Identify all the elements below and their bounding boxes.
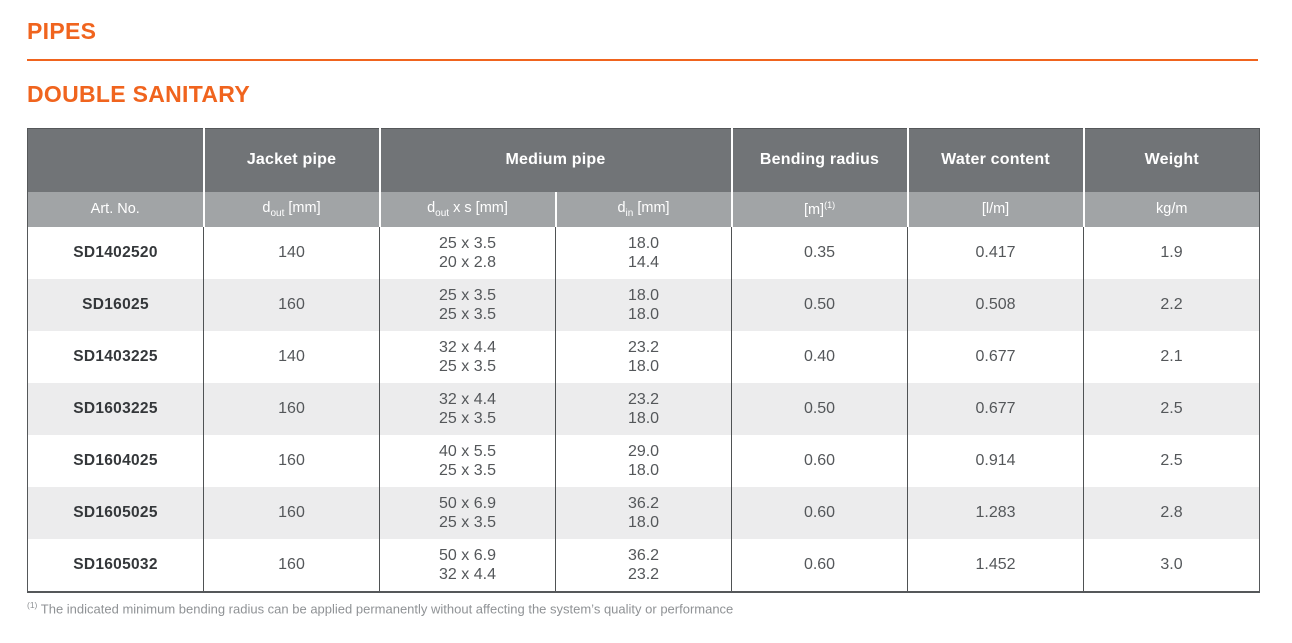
cell-art-no: SD16025 <box>82 296 149 314</box>
cell-weight: 1.9 <box>1084 227 1260 279</box>
cell-water-content: 0.677 <box>908 383 1084 435</box>
cell-bending-radius: 0.35 <box>732 227 908 279</box>
medium-size-line-2: 20 x 2.8 <box>439 253 496 271</box>
cell-art-no: SD1402520 <box>73 244 158 262</box>
table-row <box>28 331 1260 383</box>
cell-medium-din <box>556 279 732 331</box>
medium-size-line-1: 50 x 6.9 <box>439 546 496 564</box>
pipes-spec-table <box>27 128 1260 593</box>
din-line-1: 29.0 <box>627 442 660 460</box>
din-line-2: 14.4 <box>627 253 660 271</box>
din-line-2: 23.2 <box>627 565 660 583</box>
medium-size-line-2: 25 x 3.5 <box>439 409 496 427</box>
din-symbol: d <box>617 199 626 216</box>
table-header <box>28 128 1260 227</box>
col-header-weight-unit: kg/m <box>1084 192 1260 227</box>
dout-unit: [mm] <box>284 199 321 216</box>
cell-bending-radius: 0.40 <box>732 331 908 383</box>
cell-weight: 3.0 <box>1084 539 1260 592</box>
cell-medium-dout-s <box>380 435 556 487</box>
table-row <box>28 383 1260 435</box>
cell-art-no: SD1403225 <box>73 348 158 366</box>
cell-art-no: SD1604025 <box>73 452 158 470</box>
col-header-bending-unit <box>732 192 908 227</box>
dout-symbol: d <box>427 199 436 216</box>
col-header-medium-din <box>556 192 732 227</box>
din-line-1: 18.0 <box>627 286 660 304</box>
medium-size-line-1: 32 x 4.4 <box>439 390 496 408</box>
col-header-water-unit: [l/m] <box>908 192 1084 227</box>
medium-size-line-1: 25 x 3.5 <box>439 286 496 304</box>
cell-jacket-dout: 160 <box>204 279 380 331</box>
din-line-1: 23.2 <box>627 390 660 408</box>
group-header-water-content: Water content <box>908 128 1084 192</box>
col-header-medium-dout-s <box>380 192 556 227</box>
cell-jacket-dout: 160 <box>204 435 380 487</box>
table-group-header-row <box>28 128 1260 192</box>
cell-bending-radius: 0.50 <box>732 383 908 435</box>
medium-size-line-1: 50 x 6.9 <box>439 494 496 512</box>
table-row <box>28 279 1260 331</box>
cell-water-content: 1.452 <box>908 539 1084 592</box>
medium-size-line-2: 25 x 3.5 <box>439 513 496 531</box>
table-row <box>28 539 1260 592</box>
cell-weight: 2.8 <box>1084 487 1260 539</box>
table-sub-header-row <box>28 192 1260 227</box>
medium-size-line-1: 25 x 3.5 <box>439 234 496 252</box>
cell-bending-radius: 0.60 <box>732 539 908 592</box>
table-row <box>28 227 1260 279</box>
footnote-marker: (1) <box>27 599 38 610</box>
medium-size-line-2: 25 x 3.5 <box>439 305 496 323</box>
group-header-medium-pipe: Medium pipe <box>380 128 732 192</box>
cell-medium-din <box>556 487 732 539</box>
din-line-2: 18.0 <box>627 513 660 531</box>
dout-symbol: d <box>262 199 271 216</box>
medium-size-line-1: 32 x 4.4 <box>439 338 496 356</box>
cell-jacket-dout: 140 <box>204 227 380 279</box>
cell-medium-dout-s <box>380 331 556 383</box>
cell-art-no: SD1605032 <box>73 556 158 574</box>
medium-size-line-2: 25 x 3.5 <box>439 357 496 375</box>
title-divider <box>27 59 1258 61</box>
din-subscript: in <box>625 207 634 219</box>
medium-size-line-2: 32 x 4.4 <box>439 565 496 583</box>
dout-subscript: out <box>270 207 285 219</box>
cell-jacket-dout: 160 <box>204 539 380 592</box>
cell-medium-dout-s <box>380 539 556 592</box>
table-row <box>28 487 1260 539</box>
din-unit: [mm] <box>633 199 670 216</box>
medium-size-line-1: 40 x 5.5 <box>439 442 496 460</box>
footnote-ref: (1) <box>824 200 836 211</box>
cell-weight: 2.5 <box>1084 435 1260 487</box>
cell-water-content: 0.677 <box>908 331 1084 383</box>
medium-size-line-2: 25 x 3.5 <box>439 461 496 479</box>
cell-bending-radius: 0.60 <box>732 487 908 539</box>
group-header-jacket-pipe: Jacket pipe <box>204 128 380 192</box>
footnote-text: The indicated minimum bending radius can be applied permanently without affecting the system’s quality or performance <box>40 600 734 616</box>
cell-medium-din <box>556 539 732 592</box>
group-header-art-no-spacer <box>28 128 204 192</box>
cell-jacket-dout: 160 <box>204 383 380 435</box>
dout-s-unit: x s [mm] <box>449 199 508 216</box>
cell-water-content: 0.914 <box>908 435 1084 487</box>
bending-unit: [m] <box>803 202 825 218</box>
col-header-art-no: Art. No. <box>28 192 204 227</box>
cell-water-content: 0.417 <box>908 227 1084 279</box>
din-line-1: 23.2 <box>627 338 660 356</box>
group-header-weight: Weight <box>1084 128 1260 192</box>
cell-bending-radius: 0.50 <box>732 279 908 331</box>
cell-jacket-dout: 140 <box>204 331 380 383</box>
cell-bending-radius: 0.60 <box>732 435 908 487</box>
cell-jacket-dout: 160 <box>204 487 380 539</box>
din-line-2: 18.0 <box>627 461 660 479</box>
table-body <box>28 227 1260 592</box>
cell-art-no: SD1603225 <box>73 400 158 418</box>
cell-medium-din <box>556 435 732 487</box>
cell-weight: 2.1 <box>1084 331 1260 383</box>
col-header-jacket-dout <box>204 192 380 227</box>
page-title: PIPES <box>27 18 97 44</box>
cell-medium-dout-s <box>380 383 556 435</box>
cell-water-content: 0.508 <box>908 279 1084 331</box>
cell-medium-din <box>556 383 732 435</box>
din-line-2: 18.0 <box>627 305 660 323</box>
footnote <box>27 600 1260 618</box>
cell-medium-din <box>556 227 732 279</box>
cell-medium-dout-s <box>380 227 556 279</box>
din-line-2: 18.0 <box>627 357 660 375</box>
dout-subscript: out <box>435 207 450 219</box>
cell-water-content: 1.283 <box>908 487 1084 539</box>
din-line-1: 18.0 <box>627 234 660 252</box>
section-title: DOUBLE SANITARY <box>27 81 250 108</box>
cell-medium-dout-s <box>380 279 556 331</box>
table-row <box>28 435 1260 487</box>
din-line-1: 36.2 <box>627 494 660 512</box>
din-line-2: 18.0 <box>627 409 660 427</box>
cell-art-no: SD1605025 <box>73 504 158 522</box>
cell-weight: 2.5 <box>1084 383 1260 435</box>
group-header-bending-radius: Bending radius <box>732 128 908 192</box>
cell-weight: 2.2 <box>1084 279 1260 331</box>
cell-medium-dout-s <box>380 487 556 539</box>
cell-medium-din <box>556 331 732 383</box>
din-line-1: 36.2 <box>627 546 660 564</box>
